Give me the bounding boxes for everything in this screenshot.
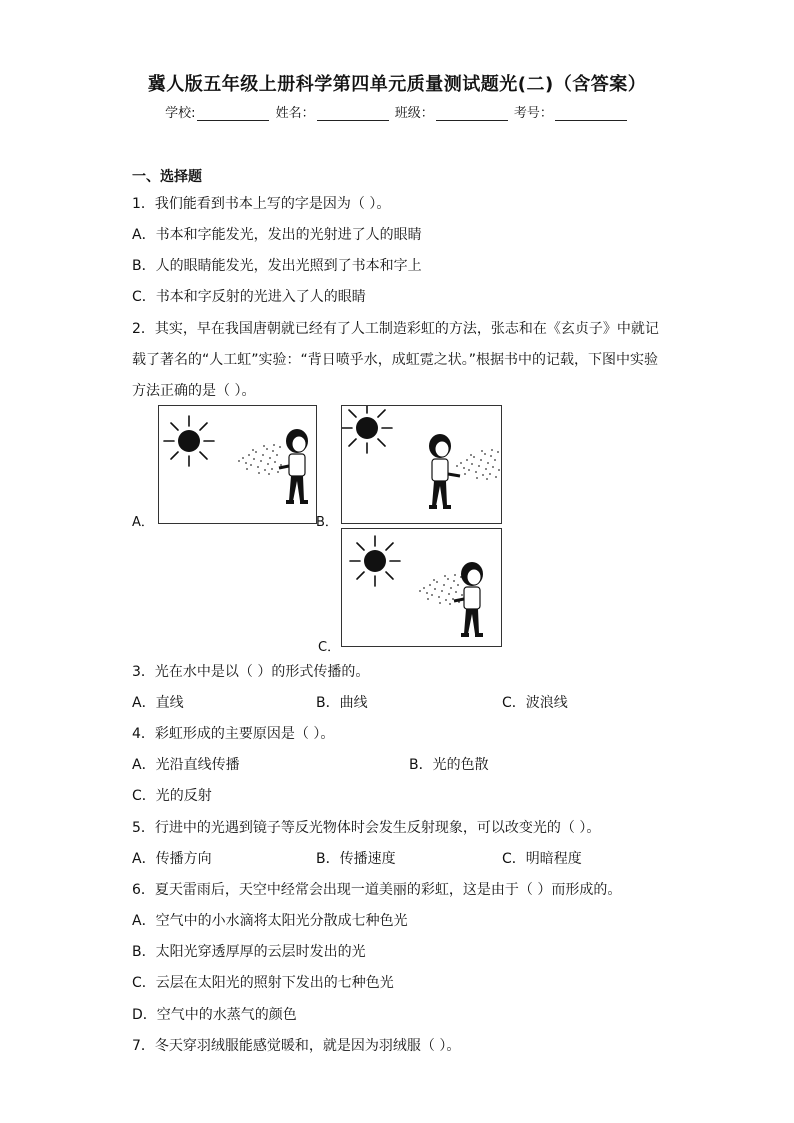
page-title: 冀人版五年级上册科学第四单元质量测试题光(二)（含答案） [147, 74, 647, 95]
q5-option-b[interactable]: B．传播速度 [316, 851, 396, 867]
q6-option-c[interactable]: C．云层在太阳光的照射下发出的七种色光 [132, 975, 394, 991]
name-label: 姓名： [275, 106, 315, 121]
q3-option-b[interactable]: B．曲线 [316, 695, 368, 711]
q6-option-b[interactable]: B．太阳光穿透厚厚的云层时发出的光 [132, 944, 366, 960]
name-field[interactable] [317, 106, 389, 121]
q4-option-b[interactable]: B．光的色散 [409, 757, 489, 773]
q2-stem-line1: 2．其实，早在我国唐朝就已经有了人工制造彩虹的方法，张志和在《玄贞子》中就记 [132, 321, 659, 337]
class-label: 班级： [394, 106, 434, 121]
q2-stem-line3: 方法正确的是（ ）。 [132, 383, 256, 399]
q5-option-c[interactable]: C．明暗程度 [502, 851, 582, 867]
rainbow-experiment-a-illustration [159, 406, 316, 523]
number-label: 考号： [513, 106, 553, 121]
q5-option-a[interactable]: A．传播方向 [132, 851, 212, 867]
q4-stem: 4．彩虹形成的主要原因是（ ）。 [132, 726, 335, 742]
q1-option-b[interactable]: B．人的眼睛能发光，发出光照到了书本和字上 [132, 258, 422, 274]
q1-option-a[interactable]: A．书本和字能发光，发出的光射进了人的眼睛 [132, 227, 422, 243]
q2-option-a-label[interactable]: A． [132, 515, 154, 530]
q2-option-b-image[interactable] [341, 405, 502, 524]
q7-stem: 7．冬天穿羽绒服能感觉暖和，就是因为羽绒服（ ）。 [132, 1038, 461, 1054]
q2-option-c-label[interactable]: C． [318, 640, 341, 655]
school-field[interactable] [197, 106, 269, 121]
q3-stem: 3．光在水中是以（ ）的形式传播的。 [132, 664, 370, 680]
q4-option-c[interactable]: C．光的反射 [132, 788, 212, 804]
q2-stem-line2: 载了著名的“人工虹”实验：“背日喷乎水，成虹霓之状。”根据书中的记载，下图中实验 [132, 352, 659, 368]
q6-option-d[interactable]: D．空气中的水蒸气的颜色 [132, 1007, 297, 1023]
q5-stem: 5．行进中的光遇到镜子等反光物体时会发生反射现象，可以改变光的（ ）。 [132, 820, 601, 836]
q2-option-b-label[interactable]: B． [316, 515, 338, 530]
q1-option-c[interactable]: C．书本和字反射的光进入了人的眼睛 [132, 289, 366, 305]
school-label: 学校: [165, 106, 196, 121]
q3-option-c[interactable]: C．波浪线 [502, 695, 568, 711]
rainbow-experiment-c-illustration [342, 529, 501, 646]
q6-stem: 6．夏天雷雨后，天空中经常会出现一道美丽的彩虹，这是由于（ ）而形成的。 [132, 882, 622, 898]
number-field[interactable] [555, 106, 627, 121]
class-field[interactable] [436, 106, 508, 121]
q2-option-a-image[interactable] [158, 405, 317, 524]
q3-option-a[interactable]: A．直线 [132, 695, 184, 711]
q4-option-a[interactable]: A．光沿直线传播 [132, 757, 240, 773]
section-heading: 一、选择题 [132, 169, 202, 185]
q6-option-a[interactable]: A．空气中的小水滴将太阳光分散成七种色光 [132, 913, 408, 929]
q2-option-c-image[interactable] [341, 528, 502, 647]
q1-stem: 1．我们能看到书本上写的字是因为（ ）。 [132, 196, 391, 212]
rainbow-experiment-b-illustration [342, 406, 501, 523]
student-info-row [0, 102, 794, 121]
